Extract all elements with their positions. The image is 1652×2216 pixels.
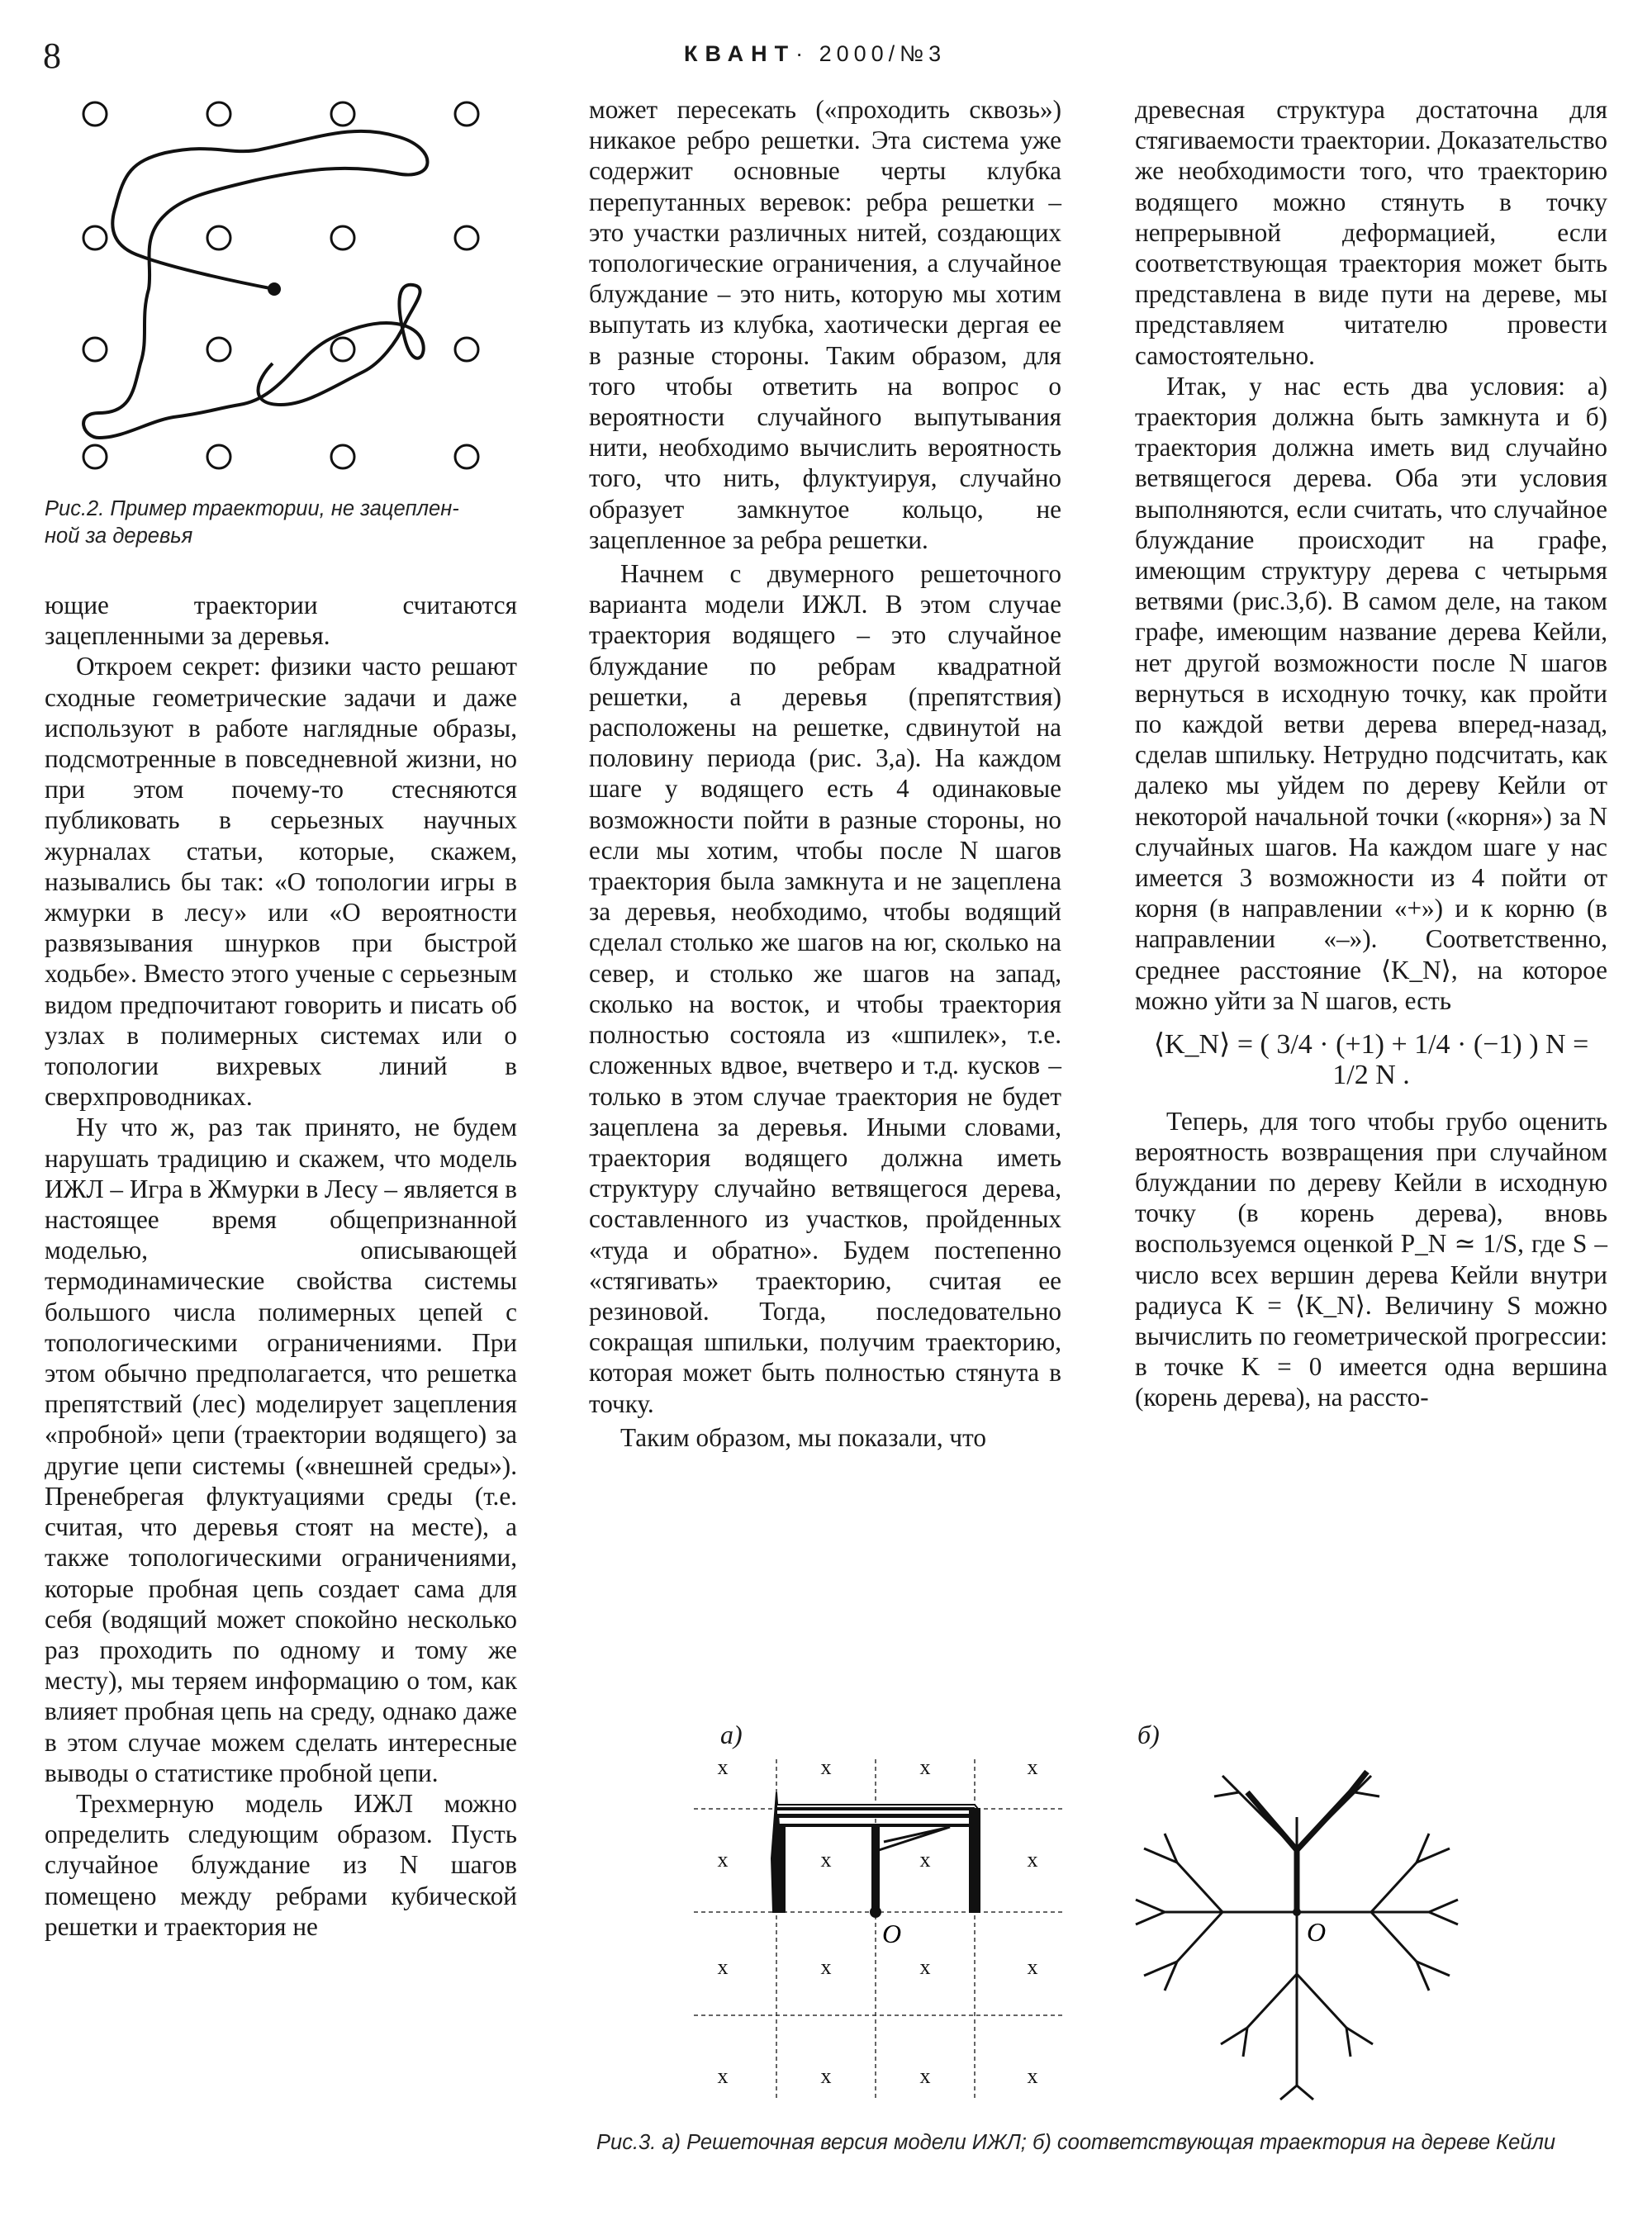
tree-mark: x bbox=[717, 1759, 729, 1779]
tree-mark: x bbox=[919, 1848, 931, 1872]
column-1 bbox=[45, 590, 517, 1942]
tree-mark: x bbox=[1027, 1848, 1038, 1872]
figure-3-caption: Рис.3. а) Решеточная версия модели ИЖЛ; б) соответствующая траектория на дереве Кейли bbox=[596, 2131, 1556, 2154]
column-2 bbox=[589, 94, 1061, 1453]
tree-mark: x bbox=[820, 1955, 832, 1979]
figure-2-trajectory bbox=[50, 91, 512, 479]
paragraph: Ну что ж, раз так принято, не будем нарушать традицию и скажем, что модель ИЖЛ – Игра в Жмурки в Лесу – является в настоящее время общепризнанной моделью, описывающей термодинамические свойства системы большого числа полимерных цепей с топологическими ограничениями. При этом обычно предполагается, что решетка препятствий (лес) моделирует зацепления «пробной» цепи (траектории водящего) за другие цепи системы («внешней среды»). Пренебрегая флуктуациями среды (т.е. считая, что деревья стоят на месте), а также топологическими ограничениями, которые пробная цепь создает сама для себя (водящий может спокойно несколько раз проходить по одному и тому же месту), мы теряем информацию о том, как влияет пробная цепь на среду, однако даже в этом случае можем сделать интересные выводы о статистике пробной цепи. bbox=[45, 1113, 517, 1787]
tree-mark: x bbox=[919, 1759, 931, 1779]
paragraph: древесная структура достаточна для стягиваемости траектории. Доказательство же необходимости того, что траекторию водящего можно стянуть в точку непрерывной деформацией, если соответствующая траектория может быть представлена в виде пути на дереве, мы представляем читателю провести самостоятельно. bbox=[1135, 95, 1607, 370]
paragraph: может пересекать («проходить сквозь») никакое ребро решетки. Эта система уже содержит основные черты клубка перепутанных веревок: ребра решетки – это участки различных нитей, создающих топологические ограничения, а случайное блуждание – это нить, которую мы хотим выпутать из клубка, хаотически дергая ее в разные стороны. Таким образом, для того чтобы ответить на вопрос о вероятности случайного выпутывания нити, необходимо вычислить вероятность того, что нить, флуктуируя, случайно образует замкнутое кольцо, не зацепленное за ребра решетки. bbox=[589, 95, 1061, 554]
tree-mark: x bbox=[717, 2064, 729, 2088]
running-header bbox=[684, 41, 946, 67]
figure-3b-cayley-tree bbox=[1132, 1759, 1545, 2106]
tree-mark: x bbox=[1027, 2064, 1038, 2088]
figure-3a-label: а) bbox=[720, 1720, 743, 1749]
tree-mark: x bbox=[717, 1848, 729, 1872]
paragraph: Теперь, для того чтобы грубо оценить вероятность возвращения при случайном блуждании по дереву Кейли в исходную точку (в корень дерева), вновь воспользуемся оценкой P_N ≃ 1/S, где S – число всех вершин дерева Кейли внутри радиуса K = ⟨K_N⟩. Величину S можно вычислить по геометрической прогрессии: в точке K = 0 имеется одна вершина (корень дерева), на рассто- bbox=[1135, 1106, 1607, 1412]
tree-mark: x bbox=[820, 1848, 832, 1872]
caption-line: Рис.2. Пример траектории, не зацеплен- bbox=[45, 497, 459, 520]
paragraph: Таким образом, мы показали, что bbox=[620, 1422, 986, 1452]
figure-2-caption bbox=[45, 496, 507, 550]
tree-mark: x bbox=[1027, 1759, 1038, 1779]
tree-mark: x bbox=[820, 1759, 832, 1779]
page-number: 8 bbox=[43, 36, 61, 76]
origin-label: O bbox=[1307, 1917, 1327, 1947]
paragraph: Начнем с двумерного решеточного варианта модели ИЖЛ. В этом случае траектория водящего – это случайное блуждание по ребрам квадратной решетки, а деревья (препятствия) расположены на решетке, сдвинутой на половину периода (рис. 3,а). На каждом шаге у водящего есть 4 одинаковые возможности пойти в разные стороны, но если мы хотим, чтобы после N шагов траектория была замкнута и не зацеплена за деревья, необходимо, чтобы водящий сделал столько же шагов на юг, сколько на север, и столько же шагов на запад, сколько на восток, и чтобы траектория полностью состояла из «шпилек», т.е. сложенных вдвое, вчетверо и т.д. кусков – только в этом случае траектория не будет зацеплена за деревья. Иными словами, траектория водящего должна иметь структуру случайно ветвящегося дерева, составленного из участков, пройденных «туда и обратно». Будем постепенно «стягивать» траекторию, считая ее резиновой. Тогда, последовательно сокращая шпильки, получим траекторию, которая может быть полностью стянута в точку. bbox=[589, 559, 1061, 1418]
origin-label: O bbox=[882, 1919, 902, 1948]
figure-3a-lattice bbox=[677, 1759, 1066, 2106]
tree-mark: x bbox=[717, 1955, 729, 1979]
caption-line: ной за деревья bbox=[45, 524, 193, 548]
issue-label: · 2000/№3 bbox=[795, 41, 947, 66]
magazine-title: КВАНТ bbox=[684, 41, 796, 66]
paragraph: Итак, у нас есть два условия: а) траектория должна быть замкнута и б) траектория должна иметь вид случайно ветвящегося дерева. Оба эти условия выполняются, если считать, что случайное блуждание происходит на графе, имеющим структуру дерева с четырьмя ветвями (рис.3,б). В самом деле, на таком графе, имеющим название дерева Кейли, нет другой возможности после N шагов вернуться в исходную точку, как пройти по каждой ветви дерева вперед-назад, сделав шпильку. Нетрудно подсчитать, как далеко мы уйдем по дереву Кейли от некоторой начальной точки («корня») за N случайных шагов. На каждом шаге у нас имеется 3 возможности из 4 пойти от корня (в направлении «+») и к корню (в направлении «–»). Соответственно, среднее расстояние ⟨K_N⟩, на которое можно уйти за N шагов, есть bbox=[1135, 371, 1607, 1015]
tree-mark: x bbox=[1027, 1955, 1038, 1979]
tree-mark: x bbox=[919, 2064, 931, 2088]
tree-mark: x bbox=[820, 2064, 832, 2088]
paragraph: Откроем секрет: физики часто решают сходные геометрические задачи и даже используют в работе наглядные образы, подсмотренные в повседневной жизни, но при этом почему-то стесняются публиковать в серьезных научных журналах статьи, которые, скажем, назывались бы так: «О топологии игры в жмурки в лесу» или «О вероятности развязывания шнурков при быстрой ходьбе». Вместо этого ученые с серьезным видом предпочитают говорить и писать об узлах в полимерных системах или о топологии вихревых линий в сверхпроводниках. bbox=[45, 652, 517, 1112]
tree-mark: x bbox=[919, 1955, 931, 1979]
formula-mean-distance: ⟨K_N⟩ = ( 3/4 · (+1) + 1/4 · (−1) ) N = 1/2 N . bbox=[1153, 1029, 1589, 1091]
paragraph: Трехмерную модель ИЖЛ можно определить следующим образом. Пусть случайное блуждание из N шагов помещено между ребрами кубической решетки и траектория не bbox=[45, 1788, 517, 1941]
paragraph: ющие траектории считаются зацепленными за деревья. bbox=[45, 591, 517, 651]
figure-3b-label: б) bbox=[1137, 1720, 1160, 1749]
column-3 bbox=[1135, 94, 1607, 1413]
